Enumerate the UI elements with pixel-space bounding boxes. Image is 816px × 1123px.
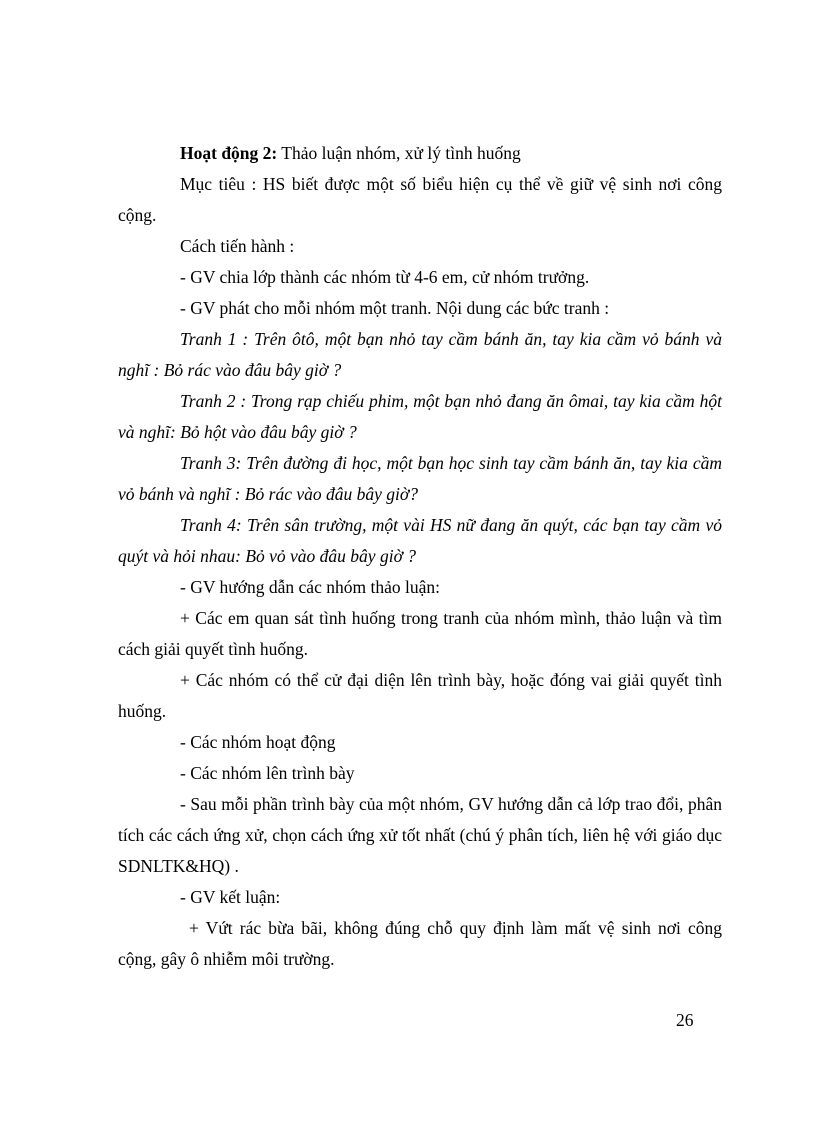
- step-groups-work: - Các nhóm hoạt động: [180, 732, 336, 752]
- picture-4-description: Tranh 4: Trên sân trường, một vài HS nữ đang ăn quýt, các bạn tay cầm vỏ quýt và hỏi nhau: Bỏ vỏ vào đâu bây giờ ?: [118, 515, 722, 566]
- step-class-discussion: - Sau mỗi phần trình bày của một nhóm, GV hướng dẫn cả lớp trao đổi, phân tích các cách ứng xử, chọn cách ứng xử tốt nhất (chú ý phân tích, liên hệ với giáo dục SDNLTK&HQ) .: [118, 794, 722, 876]
- picture-2-description: Tranh 2 : Trong rạp chiếu phim, một bạn nhỏ đang ăn ômai, tay kia cầm hột và nghĩ: Bỏ hột vào đâu bây giờ ?: [118, 391, 722, 442]
- page-number: 26: [676, 1010, 694, 1030]
- activity-heading: [118, 138, 722, 169]
- step-conclusion: - GV kết luận:: [180, 887, 281, 907]
- activity-heading-label: Hoạt động 2:: [180, 143, 278, 163]
- picture-3-description: Tranh 3: Trên đường đi học, một bạn học sinh tay cầm bánh ăn, tay kia cầm vỏ bánh và nghĩ : Bỏ rác vào đâu bây giờ?: [118, 453, 722, 504]
- procedure-heading: Cách tiến hành :: [180, 236, 295, 256]
- step-guide-discussion: - GV hướng dẫn các nhóm thảo luận:: [180, 577, 440, 597]
- step-divide-groups: - GV chia lớp thành các nhóm từ 4-6 em, cử nhóm trưởng.: [180, 267, 590, 287]
- guide-observe-item: + Các em quan sát tình huống trong tranh của nhóm mình, thảo luận và tìm cách giải quyết tình huống.: [118, 608, 722, 659]
- activity-heading-text: Thảo luận nhóm, xử lý tình huống: [277, 143, 521, 163]
- step-distribute-pictures: - GV phát cho mỗi nhóm một tranh. Nội dung các bức tranh :: [180, 298, 610, 318]
- picture-1-description: Tranh 1 : Trên ôtô, một bạn nhỏ tay cầm bánh ăn, tay kia cầm vỏ bánh và nghĩ : Bỏ rác vào đâu bây giờ ?: [118, 329, 722, 380]
- page-content: [118, 138, 722, 975]
- step-groups-present: - Các nhóm lên trình bày: [180, 763, 355, 783]
- guide-present-item: + Các nhóm có thể cử đại diện lên trình bày, hoặc đóng vai giải quyết tình huống.: [118, 670, 722, 721]
- conclusion-item: + Vứt rác bừa bãi, không đúng chỗ quy định làm mất vệ sinh nơi công cộng, gây ô nhiễm môi trường.: [118, 918, 722, 969]
- objective-paragraph: Mục tiêu : HS biết được một số biểu hiện cụ thể về giữ vệ sinh nơi công cộng.: [118, 174, 722, 225]
